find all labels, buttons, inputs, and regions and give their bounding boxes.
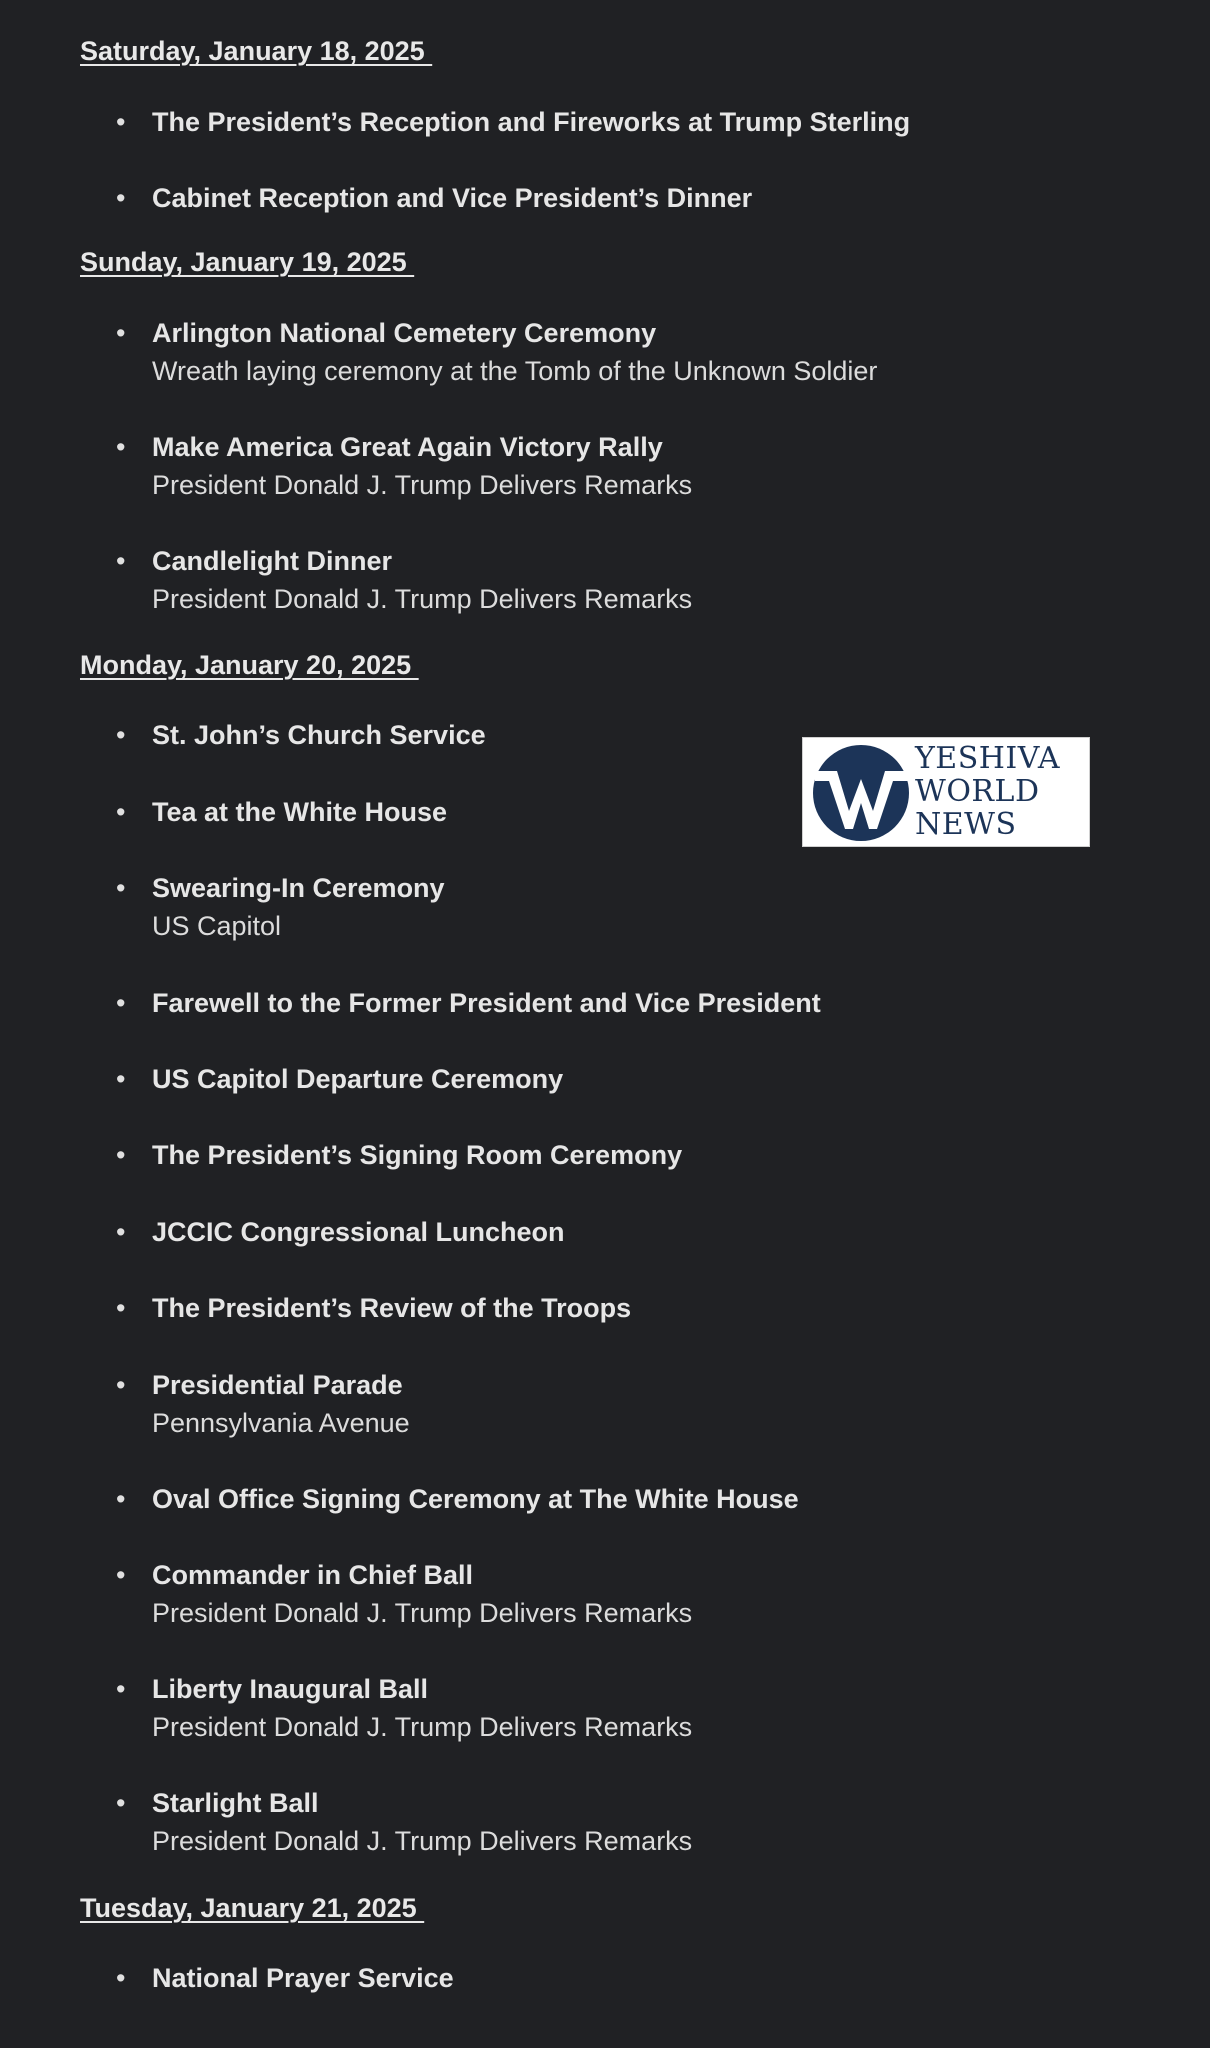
event-title: Cabinet Reception and Vice President’s Dinner	[152, 183, 753, 213]
yeshiva-world-news-logo	[802, 737, 1090, 847]
event-item	[116, 1366, 1052, 1442]
event-subtitle: President Donald J. Trump Delivers Remarks	[152, 584, 693, 614]
day-heading-saturday: Saturday, January 18, 2025	[80, 36, 433, 66]
logo-wordmark: YESHIVA WORLD NEWS	[915, 741, 1061, 842]
bullet-icon: •	[116, 720, 126, 750]
event-title: Farewell to the Former President and Vice President	[152, 988, 821, 1018]
event-item	[116, 1959, 1052, 1997]
event-title: Oval Office Signing Ceremony at The White House	[152, 1484, 799, 1514]
event-title: The President’s Signing Room Ceremony	[152, 1140, 683, 1170]
event-item	[116, 314, 1052, 390]
day-heading-monday: Monday, January 20, 2025	[80, 650, 419, 680]
bullet-icon: •	[116, 1788, 126, 1818]
event-title: Tea at the White House	[152, 797, 448, 827]
event-item	[116, 984, 1052, 1022]
bullet-icon: •	[116, 1370, 126, 1400]
event-item	[116, 542, 1052, 618]
event-title: Candlelight Dinner	[152, 546, 393, 576]
event-title: Commander in Chief Ball	[152, 1560, 474, 1590]
bullet-icon: •	[116, 1064, 126, 1094]
event-title: St. John’s Church Service	[152, 720, 486, 750]
bullet-icon: •	[116, 1140, 126, 1170]
event-title: The President’s Review of the Troops	[152, 1293, 632, 1323]
bullet-icon: •	[116, 988, 126, 1018]
bullet-icon: •	[116, 432, 126, 462]
event-item	[116, 1784, 1052, 1860]
event-title: Liberty Inaugural Ball	[152, 1674, 429, 1704]
bullet-icon: •	[116, 107, 126, 137]
bullet-icon: •	[116, 1217, 126, 1247]
event-item	[116, 1060, 1052, 1098]
event-item	[116, 428, 1052, 504]
event-title: US Capitol Departure Ceremony	[152, 1064, 564, 1094]
event-title: Swearing-In Ceremony	[152, 873, 445, 903]
event-title: Arlington National Cemetery Ceremony	[152, 318, 657, 348]
event-item	[116, 869, 1052, 945]
bullet-icon: •	[116, 183, 126, 213]
event-item	[116, 1136, 1052, 1174]
event-item	[116, 1480, 1052, 1518]
event-item	[116, 1213, 1052, 1251]
bullet-icon: •	[116, 1484, 126, 1514]
event-subtitle: President Donald J. Trump Delivers Remarks	[152, 470, 693, 500]
day-heading-sunday: Sunday, January 19, 2025	[80, 247, 415, 277]
event-item	[116, 1556, 1052, 1632]
bullet-icon: •	[116, 546, 126, 576]
bullet-icon: •	[116, 1674, 126, 1704]
day-heading-tuesday: Tuesday, January 21, 2025	[80, 1893, 425, 1923]
event-item	[116, 1670, 1052, 1746]
bullet-icon: •	[116, 797, 126, 827]
event-title: Starlight Ball	[152, 1788, 319, 1818]
event-item	[116, 179, 1052, 217]
event-title: The President’s Reception and Fireworks at Trump Sterling	[152, 107, 911, 137]
event-subtitle: Pennsylvania Avenue	[152, 1408, 410, 1438]
event-item	[116, 1289, 1052, 1327]
event-item	[116, 103, 1052, 141]
bullet-icon: •	[116, 1963, 126, 1993]
event-subtitle: President Donald J. Trump Delivers Remarks	[152, 1712, 693, 1742]
ywn-emblem-icon	[809, 741, 913, 845]
event-title: National Prayer Service	[152, 1963, 454, 1993]
event-subtitle: Wreath laying ceremony at the Tomb of the Unknown Soldier	[152, 356, 878, 386]
event-subtitle: President Donald J. Trump Delivers Remarks	[152, 1598, 693, 1628]
event-title: Make America Great Again Victory Rally	[152, 432, 663, 462]
event-subtitle: US Capitol	[152, 911, 282, 941]
bullet-icon: •	[116, 318, 126, 348]
bullet-icon: •	[116, 1560, 126, 1590]
event-subtitle: President Donald J. Trump Delivers Remarks	[152, 1826, 693, 1856]
bullet-icon: •	[116, 873, 126, 903]
event-title: Presidential Parade	[152, 1370, 403, 1400]
bullet-icon: •	[116, 1293, 126, 1323]
event-title: JCCIC Congressional Luncheon	[152, 1217, 565, 1247]
